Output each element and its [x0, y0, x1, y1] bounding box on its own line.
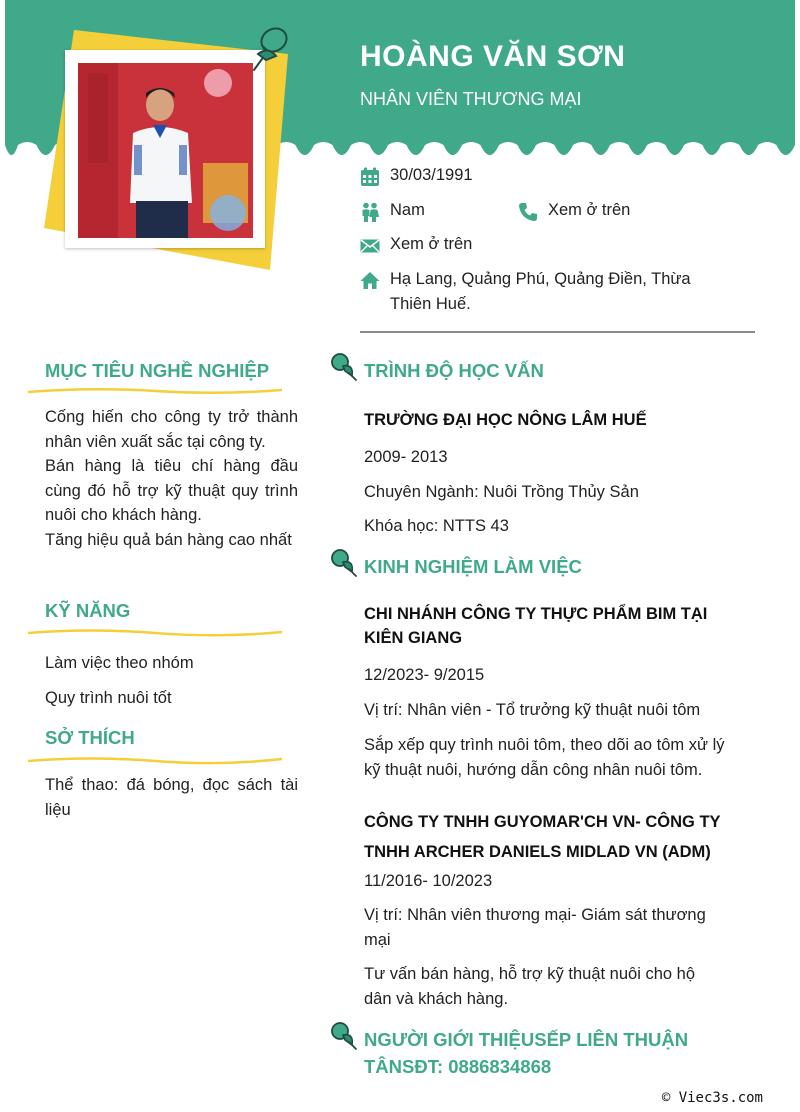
wave-underline	[28, 755, 282, 765]
job-period: 12/2023- 9/2015	[364, 666, 485, 684]
job-period: 11/2016- 10/2023	[364, 872, 493, 890]
wave-underline	[28, 628, 282, 638]
skill-item: Quy trình nuôi tốt	[45, 688, 172, 707]
hobbies-text: Thể thao: đá bóng, đọc sách tài liệu	[45, 776, 298, 819]
career-goal-line: Cống hiến cho công ty trở thành nhân viên xuất sắc tại công ty.	[45, 408, 298, 451]
header-divider	[360, 331, 755, 333]
birthdate-value: 30/03/1991	[390, 166, 473, 184]
contact-birthdate	[360, 166, 473, 188]
gender-value: Nam	[390, 201, 425, 219]
profile-photo	[78, 63, 253, 238]
address-value: Hạ Lang, Quảng Phú, Quảng Điền, Thừa Thiên Huế.	[390, 270, 691, 313]
contact-email	[360, 235, 472, 257]
contact-gender	[360, 201, 425, 223]
skills-title: KỸ NĂNG	[45, 600, 131, 621]
calendar-icon	[360, 167, 380, 187]
phone-value: Xem ở trên	[548, 201, 631, 219]
pin-icon	[330, 1021, 358, 1051]
career-goal-line: Tăng hiệu quả bán hàng cao nhất	[45, 530, 292, 549]
job-title: NHÂN VIÊN THƯƠNG MẠI	[360, 89, 582, 109]
people-icon	[360, 202, 380, 222]
job-company: CHI NHÁNH CÔNG TY THỰC PHẨM BIM TẠI KIÊN GIANG	[364, 605, 708, 647]
pin-icon	[330, 548, 358, 578]
pin-icon	[330, 352, 358, 382]
skill-item: Làm việc theo nhóm	[45, 654, 194, 672]
job-position: Vị trí: Nhân viên - Tổ trưởng kỹ thuật nuôi tôm	[364, 701, 701, 719]
career-goal-text	[45, 405, 298, 552]
job-description: Sắp xếp quy trình nuôi tôm, theo dõi ao tôm xử lý kỹ thuật nuôi, hướng dẫn công nhân nuôi tôm.	[364, 736, 725, 779]
home-icon	[360, 271, 380, 291]
wave-underline	[28, 386, 282, 396]
copyright: © Viec3s.com	[661, 1090, 763, 1106]
pin-icon	[250, 24, 292, 74]
education-course: Khóa học: NTTS 43	[364, 517, 509, 535]
referrer-line-2: TÂNSĐT: 0886834868	[364, 1056, 552, 1077]
career-goal-title: MỤC TIÊU NGHỀ NGHIỆP	[45, 360, 270, 381]
job-position: Vị trí: Nhân viên thương mại- Giám sát thương mại	[364, 906, 706, 949]
job-company: CÔNG TY TNHH GUYOMAR'CH VN- CÔNG TY TNHH ARCHER DANIELS MIDLAD VN (ADM)	[364, 813, 721, 861]
phone-icon	[518, 202, 538, 222]
mail-icon	[360, 236, 380, 256]
education-period: 2009- 2013	[364, 448, 448, 466]
contact-phone	[518, 201, 630, 223]
candidate-name: HOÀNG VĂN SƠN	[360, 40, 626, 73]
email-value: Xem ở trên	[390, 235, 473, 253]
contact-address	[360, 270, 720, 317]
hobbies-title: SỞ THÍCH	[45, 727, 135, 748]
education-major: Chuyên Ngành: Nuôi Trồng Thủy Sản	[364, 483, 639, 501]
education-school: TRƯỜNG ĐẠI HỌC NÔNG LÂM HUẾ	[364, 411, 647, 429]
education-title: TRÌNH ĐỘ HỌC VẤN	[364, 360, 544, 381]
skills-list	[45, 651, 298, 710]
career-goal-line: Bán hàng là tiêu chí hàng đầu cùng đó hỗ trợ kỹ thuật quy trình nuôi cho khách hàng.	[45, 457, 298, 524]
referrer-line-1: NGƯỜI GIỚI THIỆUSẾP LIÊN THUẬN	[364, 1029, 689, 1050]
experience-title: KINH NGHIỆM LÀM VIỆC	[364, 556, 582, 577]
job-description: Tư vấn bán hàng, hỗ trợ kỹ thuật nuôi cho hộ dân và khách hàng.	[364, 965, 695, 1008]
